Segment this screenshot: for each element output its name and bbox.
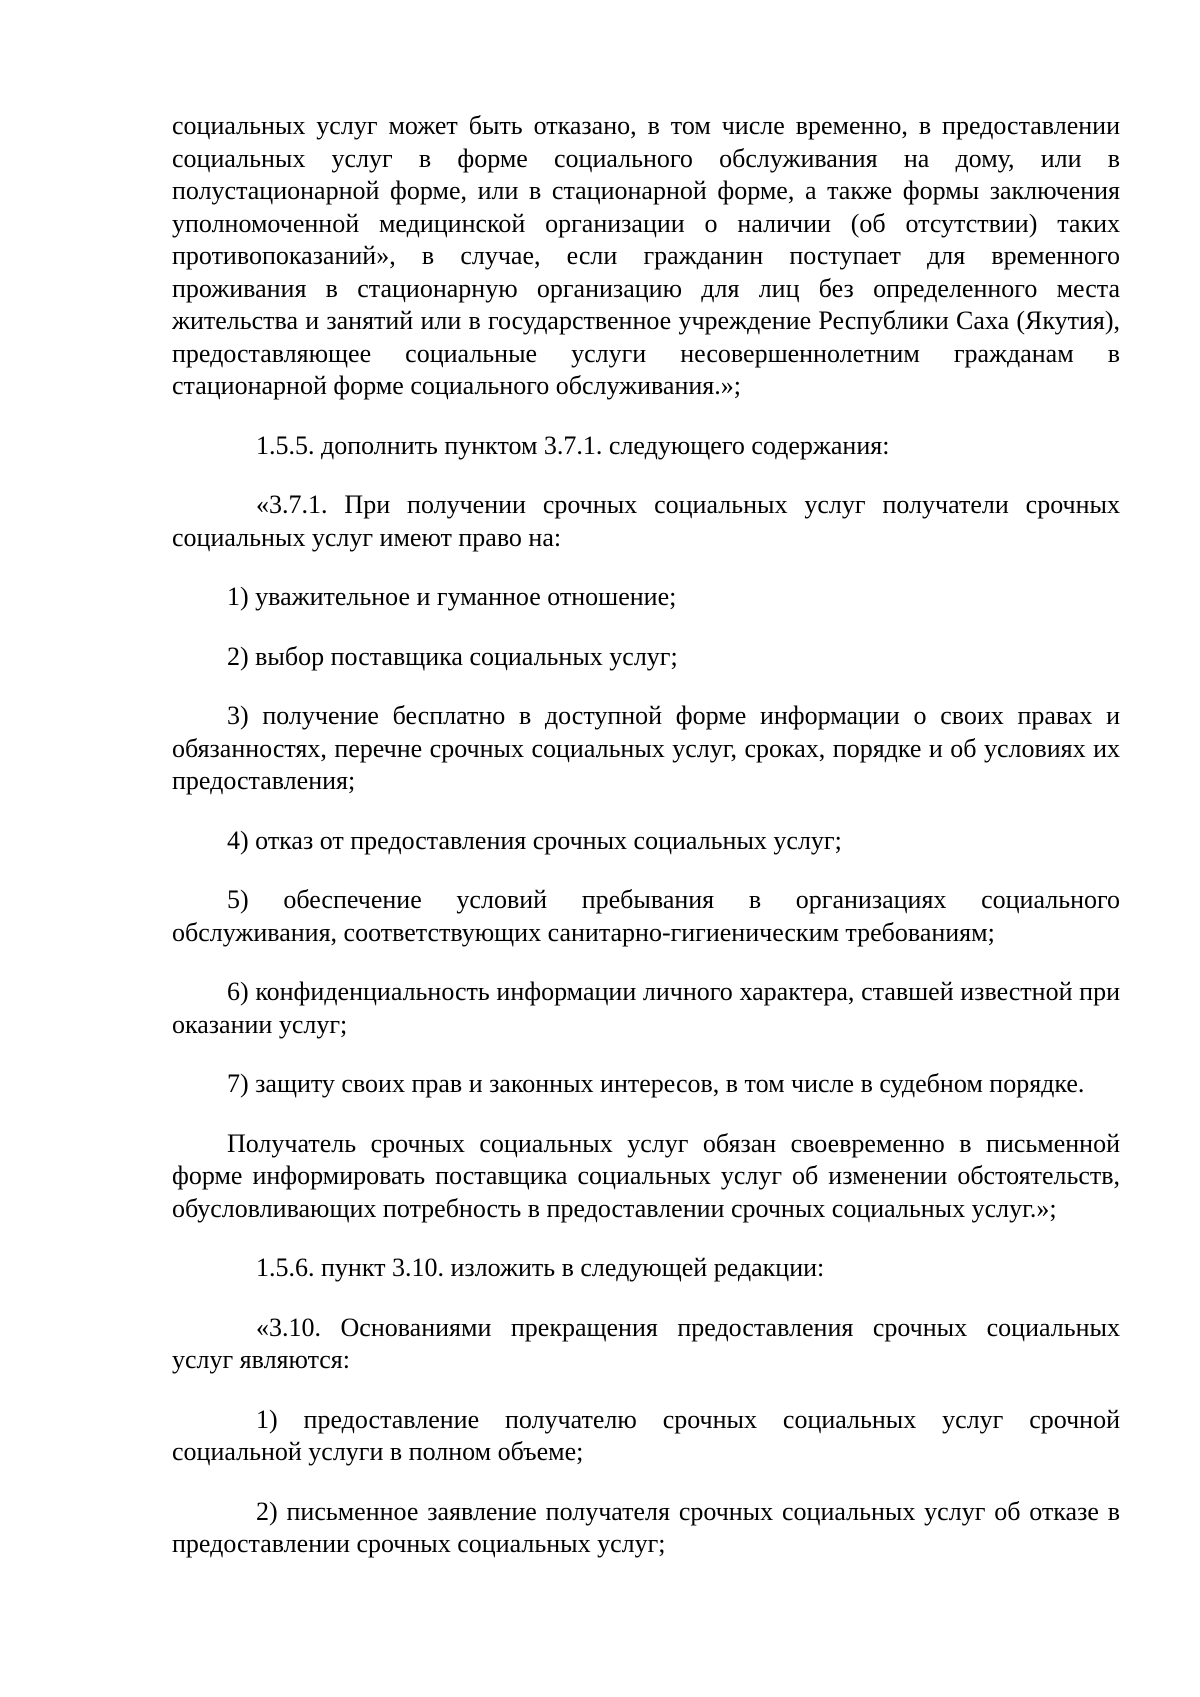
- paragraph-clause-3-7-1: «3.7.1. При получении срочных социальных услуг получатели срочных социальных услуг имеют право на:: [172, 490, 1120, 552]
- paragraph-amendment-1-5-5: 1.5.5. дополнить пунктом 3.7.1. следующего содержания:: [256, 430, 890, 460]
- paragraph-continuation: социальных услуг может быть отказано, в том числе временно, в предоставлении социальных услуг в форме социального обслуживания на дому, или в полустационарной форме, или в стационарной форме, а также формы заключения уполномоченной медицинской организации о наличии (об отсутствии) таких противопоказаний», в случае, если гражданин поступает для временного проживания в стационарную организацию для лиц без определенного места жительства и занятий или в государственное учреждение Республики Саха (Якутия), предоставляющее социальные услуги несовершеннолетним гражданам в стационарной форме социального обслуживания.»;: [172, 111, 1120, 400]
- paragraph-amendment-1-5-6: 1.5.6. пункт 3.10. изложить в следующей редакции:: [256, 1253, 825, 1282]
- list-item-5: 5) обеспечение условий пребывания в организациях социального обслуживания, соответствующих санитарно-гигиеническим требованиям;: [172, 885, 1120, 947]
- paragraph-clause-3-10: «3.10. Основаниями прекращения предоставления срочных социальных услуг являются:: [172, 1312, 1120, 1374]
- list-item-7: 7) защиту своих прав и законных интересов, в том числе в судебном порядке.: [227, 1069, 1085, 1098]
- list-item-2: 2) выбор поставщика социальных услуг;: [227, 641, 678, 671]
- paragraph-recipient-obligation: Получатель срочных социальных услуг обязан своевременно в письменной форме информировать поставщика социальных услуг об изменении обстоятельств, обусловливающих потребность в предоставлении срочных социальных услуг.»;: [172, 1128, 1120, 1223]
- list-item-1: 1) уважительное и гуманное отношение;: [227, 582, 677, 611]
- termination-item-2: 2) письменное заявление получателя срочных социальных услуг об отказе в предоставлении срочных социальных услуг;: [172, 1496, 1120, 1558]
- list-item-4: 4) отказ от предоставления срочных социальных услуг;: [227, 825, 842, 855]
- list-item-3: 3) получение бесплатно в доступной форме информации о своих правах и обязанностях, перечне срочных социальных услуг, сроках, порядке и об условиях их предоставления;: [172, 701, 1120, 795]
- termination-item-1: 1) предоставление получателю срочных социальных услуг срочной социальной услуги в полном объеме;: [172, 1404, 1120, 1466]
- document-page: [172, 110, 1120, 1561]
- list-item-6: 6) конфиденциальность информации личного характера, ставшей известной при оказании услуг;: [172, 977, 1120, 1039]
